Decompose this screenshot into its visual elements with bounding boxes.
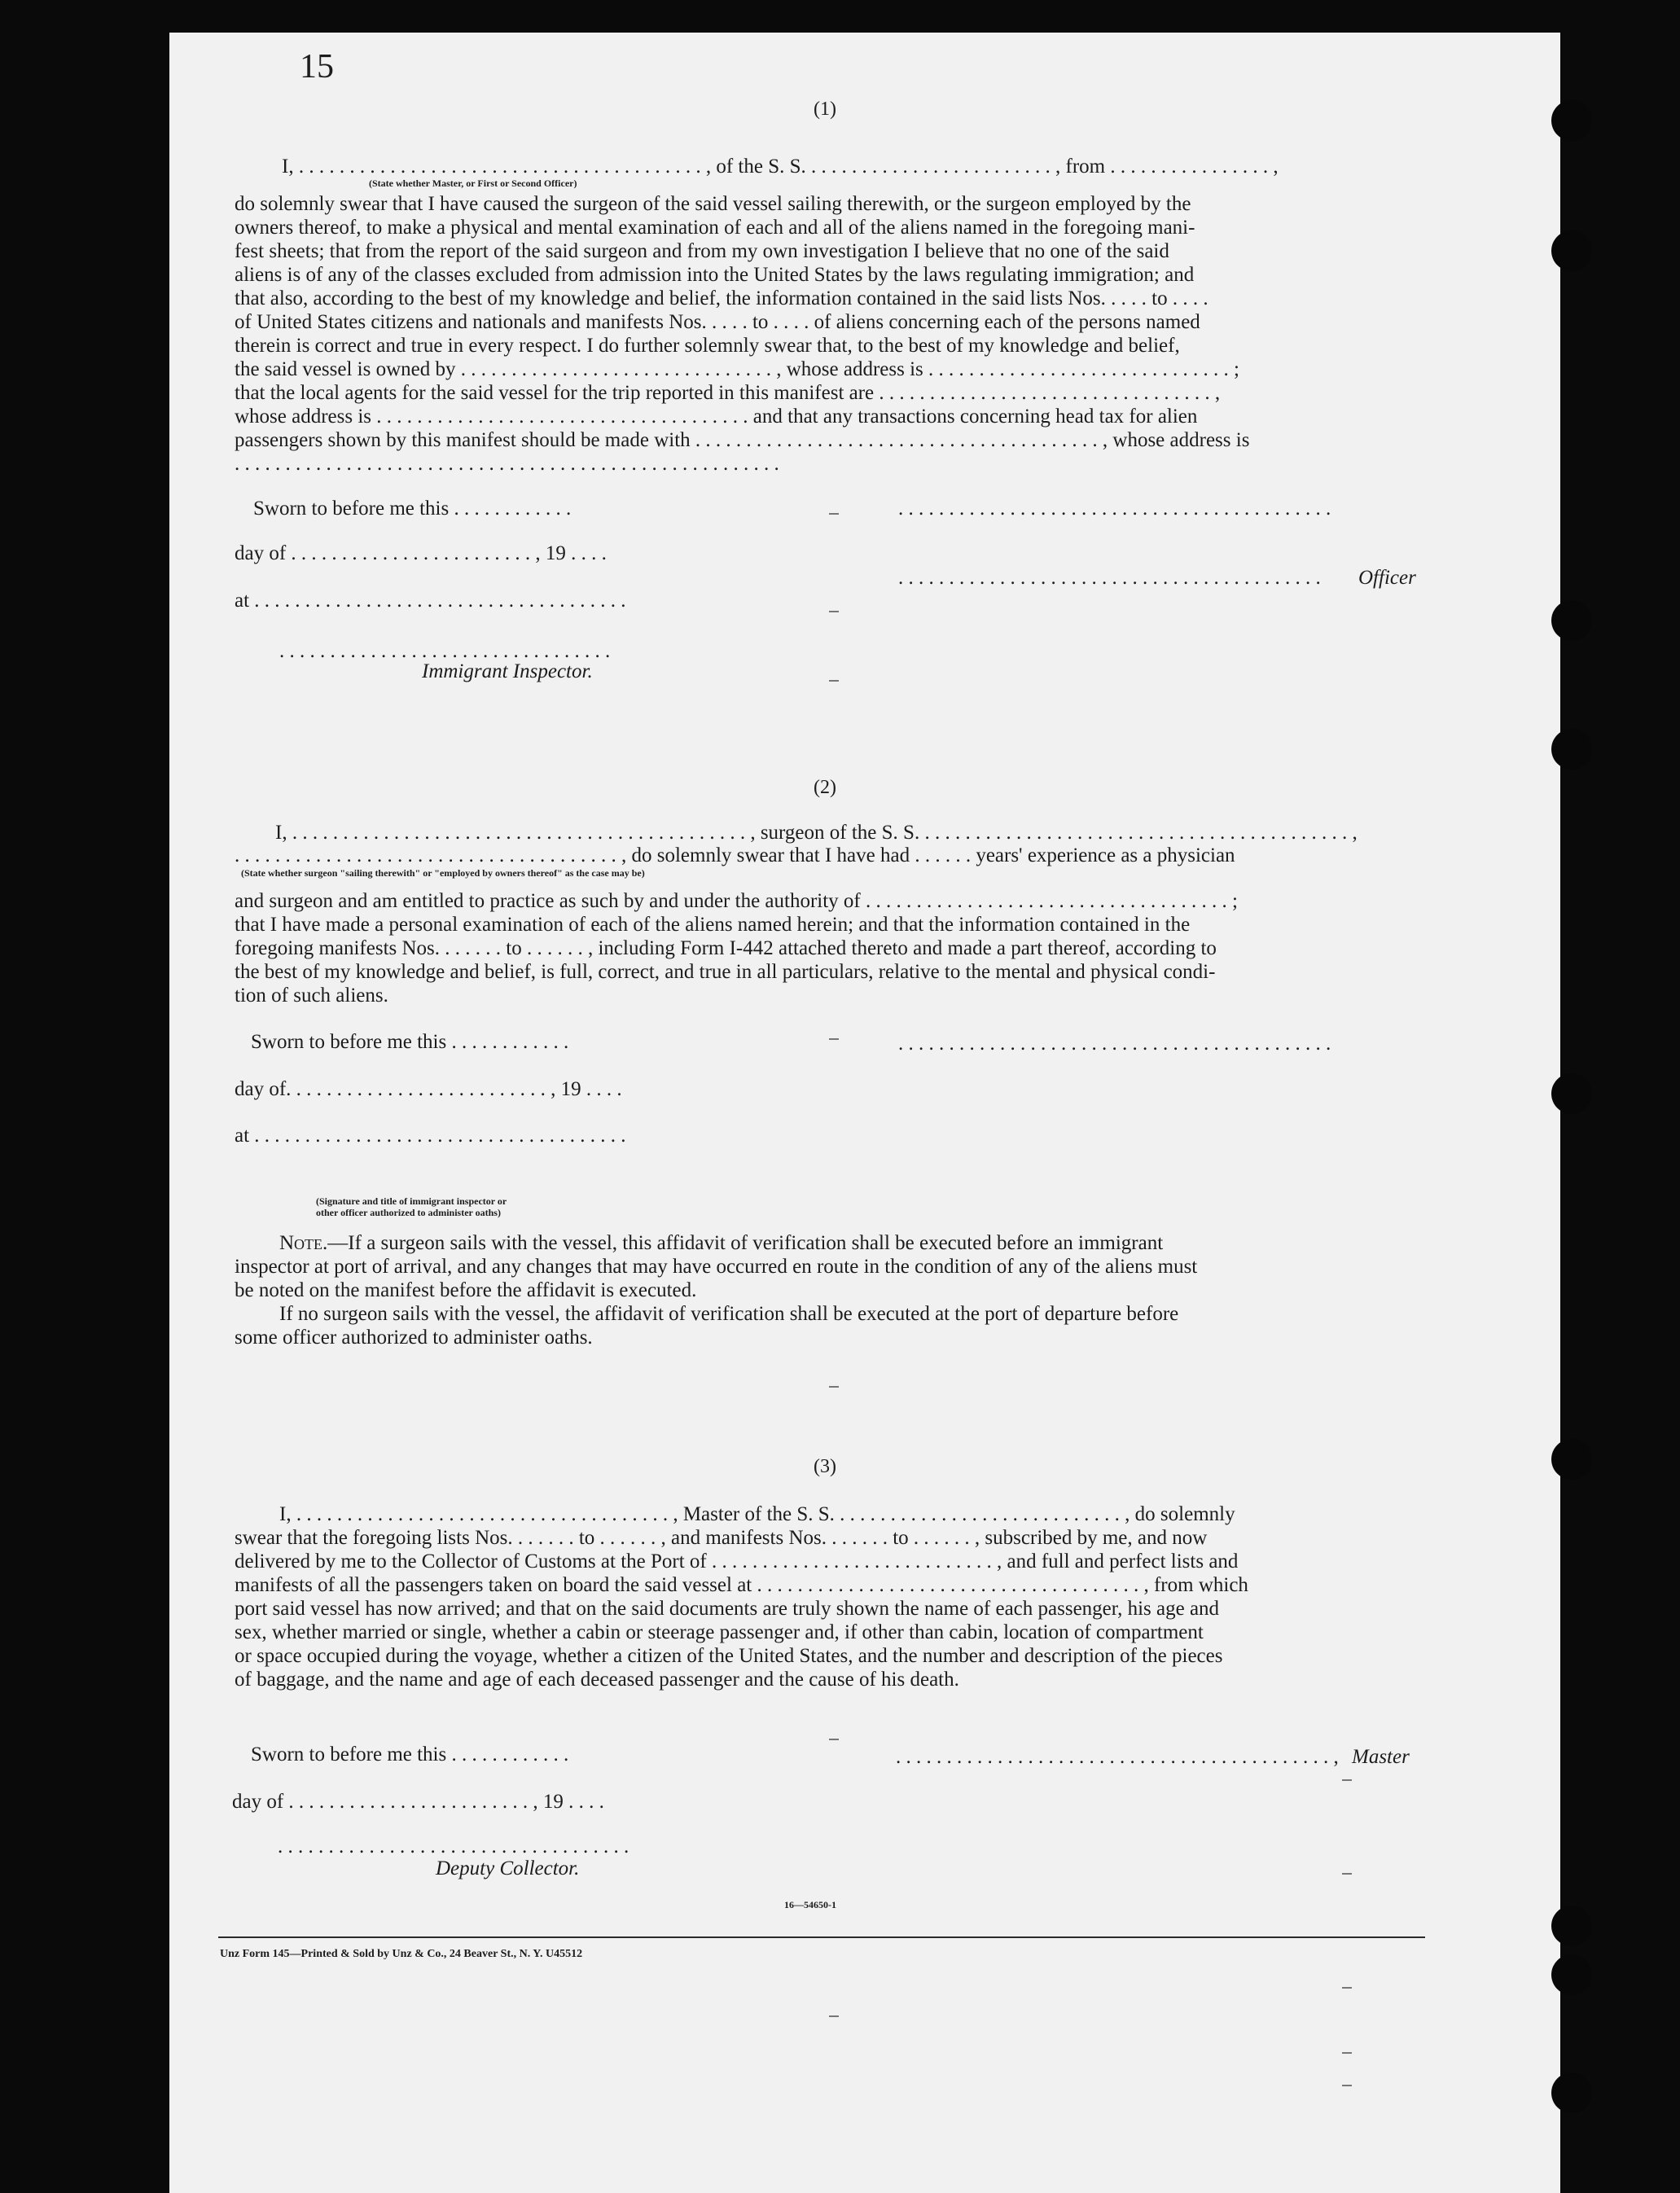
- s2-line: the best of my knowledge and belief, is full, correct, and true in all particulars, relative to the mental and physical condi-: [235, 961, 1216, 983]
- section-1-caption: (State whether Master, or First or Second Officer): [369, 178, 577, 189]
- punch-hole: [1551, 1906, 1592, 1946]
- note-paragraph: [235, 1231, 1424, 1349]
- s3-line: I, . . . . . . . . . . . . . . . . . . . . . . . . . . . . . . . . . . . . . , Master of the S. S. . . . . . . . . . . . . . . . . . . . . . . . . . . . . , do solemnly: [279, 1503, 1235, 1525]
- s2-signature-caption-2: other officer authorized to administer oaths): [316, 1207, 501, 1218]
- s2-at-line: at . . . . . . . . . . . . . . . . . . . . . . . . . . . . . . . . . . . . .: [235, 1125, 626, 1147]
- form-code: 16—54650-1: [784, 1899, 836, 1910]
- s3-master-title: Master: [1352, 1746, 1410, 1768]
- scan-speck: [829, 611, 839, 612]
- s1-line: passengers shown by this manifest should be made with . . . . . . . . . . . . . . . . . . . . . . . . . . . . . . . . . . . . . . . . , whose address is: [235, 429, 1250, 451]
- section-3-number: (3): [814, 1456, 836, 1477]
- footer-rule: [218, 1936, 1425, 1938]
- s1-inspector-signature-line: . . . . . . . . . . . . . . . . . . . . . . . . . . . . . . . . .: [279, 640, 611, 662]
- s1-line: owners thereof, to make a physical and mental examination of each and all of the aliens named in the foregoing mani-: [235, 217, 1195, 239]
- section-2-number: (2): [814, 777, 836, 798]
- note-line: be noted on the manifest before the affidavit is executed.: [235, 1279, 697, 1301]
- punch-hole: [1551, 729, 1592, 770]
- punch-hole: [1551, 1954, 1592, 1995]
- s1-line: whose address is . . . . . . . . . . . . . . . . . . . . . . . . . . . . . . . . . . . . . and that any transactions concerning head tax for alien: [235, 406, 1198, 428]
- scan-speck: [829, 680, 839, 682]
- punch-hole: [1551, 2072, 1592, 2113]
- s3-line: swear that the foregoing lists Nos. . . . . . . to . . . . . . , and manifests Nos. . . . . . . to . . . . . . , subscribed by me, and now: [235, 1527, 1208, 1549]
- s2-line: tion of such aliens.: [235, 985, 388, 1007]
- printer-imprint: Unz Form 145—Printed & Sold by Unz & Co., 24 Beaver St., N. Y. U45512: [220, 1948, 583, 1960]
- s1-signature-line: . . . . . . . . . . . . . . . . . . . . . . . . . . . . . . . . . . . . . . . . . . .: [898, 498, 1331, 520]
- section-1-paragraph: [235, 192, 1424, 476]
- note2-line: If no surgeon sails with the vessel, the affidavit of verification shall be executed at the port of departure before: [279, 1303, 1179, 1325]
- scan-speck: [829, 1386, 839, 1388]
- s2-line: that I have made a personal examination of each of the aliens named herein; and that the information contained in the: [235, 914, 1191, 936]
- scan-speck: [829, 1038, 839, 1040]
- s2-line: and surgeon and am entitled to practice as such by and under the authority of . . . . . . . . . . . . . . . . . . . . . . . . . . . . . . . . . . . . ;: [235, 890, 1238, 912]
- s1-line: . . . . . . . . . . . . . . . . . . . . . . . . . . . . . . . . . . . . . . . . . . . . . . . . . . . . . .: [235, 453, 779, 475]
- s1-officer-line: . . . . . . . . . . . . . . . . . . . . . . . . . . . . . . . . . . . . . . . . . .: [898, 567, 1321, 589]
- section-1-number: (1): [814, 99, 836, 120]
- s2-signature-line: . . . . . . . . . . . . . . . . . . . . . . . . . . . . . . . . . . . . . . . . . . .: [898, 1033, 1331, 1055]
- s2-sworn-line: Sworn to before me this . . . . . . . . . . . .: [251, 1031, 569, 1053]
- s2-signature-caption-1: (Signature and title of immigrant inspector or: [316, 1195, 507, 1207]
- s3-sworn-line: Sworn to before me this . . . . . . . . . . . .: [251, 1743, 569, 1765]
- section-1-oath-line: I, . . . . . . . . . . . . . . . . . . . . . . . . . . . . . . . . . . . . . . . . , of the S. S. . . . . . . . . . . . . . . . . . . . . . . . . , from . . . . . . . . . . . . . . . . ,: [282, 156, 1279, 178]
- punch-hole: [1551, 1439, 1592, 1480]
- s3-line: sex, whether married or single, whether a cabin or steerage passenger and, if other than cabin, location of compartment: [235, 1621, 1204, 1643]
- s1-inspector-title: Immigrant Inspector.: [422, 660, 593, 682]
- form-page: [169, 33, 1560, 2193]
- scan-speck: [1342, 2052, 1352, 2054]
- scan-speck: [829, 513, 839, 515]
- punch-hole: [1551, 100, 1592, 141]
- scan-speck: [1342, 1873, 1352, 1875]
- s3-line: manifests of all the passengers taken on board the said vessel at . . . . . . . . . . . . . . . . . . . . . . . . . . . . . . . . . . . . . . , from which: [235, 1574, 1248, 1596]
- corner-handwritten-mark: 15: [300, 48, 334, 86]
- s3-master-signature-line: . . . . . . . . . . . . . . . . . . . . . . . . . . . . . . . . . . . . . . . . . . . ,: [896, 1746, 1339, 1768]
- scan-speck: [1342, 1779, 1352, 1781]
- section-2-paragraph: [235, 889, 1424, 1007]
- s1-line: fest sheets; that from the report of the said surgeon and from my own investigation I believe that no one of the said: [235, 240, 1169, 262]
- punch-hole: [1551, 230, 1592, 271]
- s3-collector-title: Deputy Collector.: [436, 1857, 580, 1879]
- s1-line: the said vessel is owned by . . . . . . . . . . . . . . . . . . . . . . . . . . . . . . . , whose address is . . . . . . . . . . . . . . . . . . . . . . . . . . . . . . ;: [235, 358, 1239, 380]
- s1-day-of-line: day of . . . . . . . . . . . . . . . . . . . . . . . . , 19 . . . .: [235, 542, 607, 564]
- s1-line: of United States citizens and nationals and manifests Nos. . . . . to . . . . of aliens concerning each of the persons named: [235, 311, 1200, 333]
- s3-line: or space occupied during the voyage, whether a citizen of the United States, and the number and description of the pieces: [235, 1645, 1223, 1667]
- note-line: —If a surgeon sails with the vessel, this affidavit of verification shall be executed before an immigrant: [327, 1232, 1164, 1254]
- scan-speck: [829, 1739, 839, 1740]
- scan-speck: [829, 2015, 839, 2017]
- punch-hole: [1551, 1073, 1592, 1114]
- s1-line: that the local agents for the said vessel for the trip reported in this manifest are . . . . . . . . . . . . . . . . . . . . . . . . . . . . . . . . . ,: [235, 382, 1221, 404]
- s1-sworn-line: Sworn to before me this . . . . . . . . . . . .: [253, 498, 572, 520]
- note2-line: some officer authorized to administer oaths.: [235, 1327, 593, 1349]
- s2-line: foregoing manifests Nos. . . . . . . to . . . . . . , including Form I-442 attached thereto and made a part thereof, according to: [235, 937, 1217, 959]
- scan-speck: [1342, 1987, 1352, 1989]
- scan-speck: [1342, 2085, 1352, 2086]
- s1-line: that also, according to the best of my knowledge and belief, the information contained in the said lists Nos. . . . . to . . . .: [235, 287, 1208, 309]
- s3-day-of-line: day of . . . . . . . . . . . . . . . . . . . . . . . . , 19 . . . .: [232, 1791, 604, 1813]
- note-label: Note.: [279, 1232, 328, 1254]
- section-3-paragraph: [235, 1502, 1424, 1691]
- s1-line: aliens is of any of the classes excluded from admission into the United States by the laws regulating immigration; and: [235, 264, 1195, 286]
- s1-line: therein is correct and true in every respect. I do further solemnly swear that, to the best of my knowledge and belief,: [235, 335, 1180, 357]
- s3-line: port said vessel has now arrived; and that on the said documents are truly shown the name of each passenger, his age and: [235, 1598, 1220, 1620]
- punch-hole: [1551, 600, 1592, 641]
- note-line: inspector at port of arrival, and any changes that may have occurred en route in the condition of any of the aliens must: [235, 1256, 1198, 1278]
- s1-officer-title: Officer: [1358, 567, 1416, 589]
- section-2-oath-line: I, . . . . . . . . . . . . . . . . . . . . . . . . . . . . . . . . . . . . . . . . . . . . . , surgeon of the S. S. . . . . . . . . . . . . . . . . . . . . . . . . . . . . . . . . . . . . . . . . . . ,: [275, 822, 1358, 844]
- s3-line: delivered by me to the Collector of Customs at the Port of . . . . . . . . . . . . . . . . . . . . . . . . . . . . , and full and perfect lists and: [235, 1550, 1239, 1572]
- s3-line: of baggage, and the name and age of each deceased passenger and the cause of his death.: [235, 1669, 959, 1691]
- section-2-caption: (State whether surgeon "sailing therewith" or "employed by owners thereof" as the case may be): [241, 867, 645, 879]
- s1-line: do solemnly swear that I have caused the surgeon of the said vessel sailing therewith, or the surgeon employed by the: [235, 193, 1191, 215]
- s3-collector-signature-line: . . . . . . . . . . . . . . . . . . . . . . . . . . . . . . . . . . .: [278, 1836, 629, 1857]
- section-2-experience-line: . . . . . . . . . . . . . . . . . . . . . . . . . . . . . . . . . . . . . . , do solemnly swear that I have had . . . . . . years' experience as a physician: [235, 844, 1235, 866]
- s2-day-of-line: day of. . . . . . . . . . . . . . . . . . . . . . . . . . , 19 . . . .: [235, 1078, 622, 1100]
- s1-at-line: at . . . . . . . . . . . . . . . . . . . . . . . . . . . . . . . . . . . . .: [235, 590, 626, 612]
